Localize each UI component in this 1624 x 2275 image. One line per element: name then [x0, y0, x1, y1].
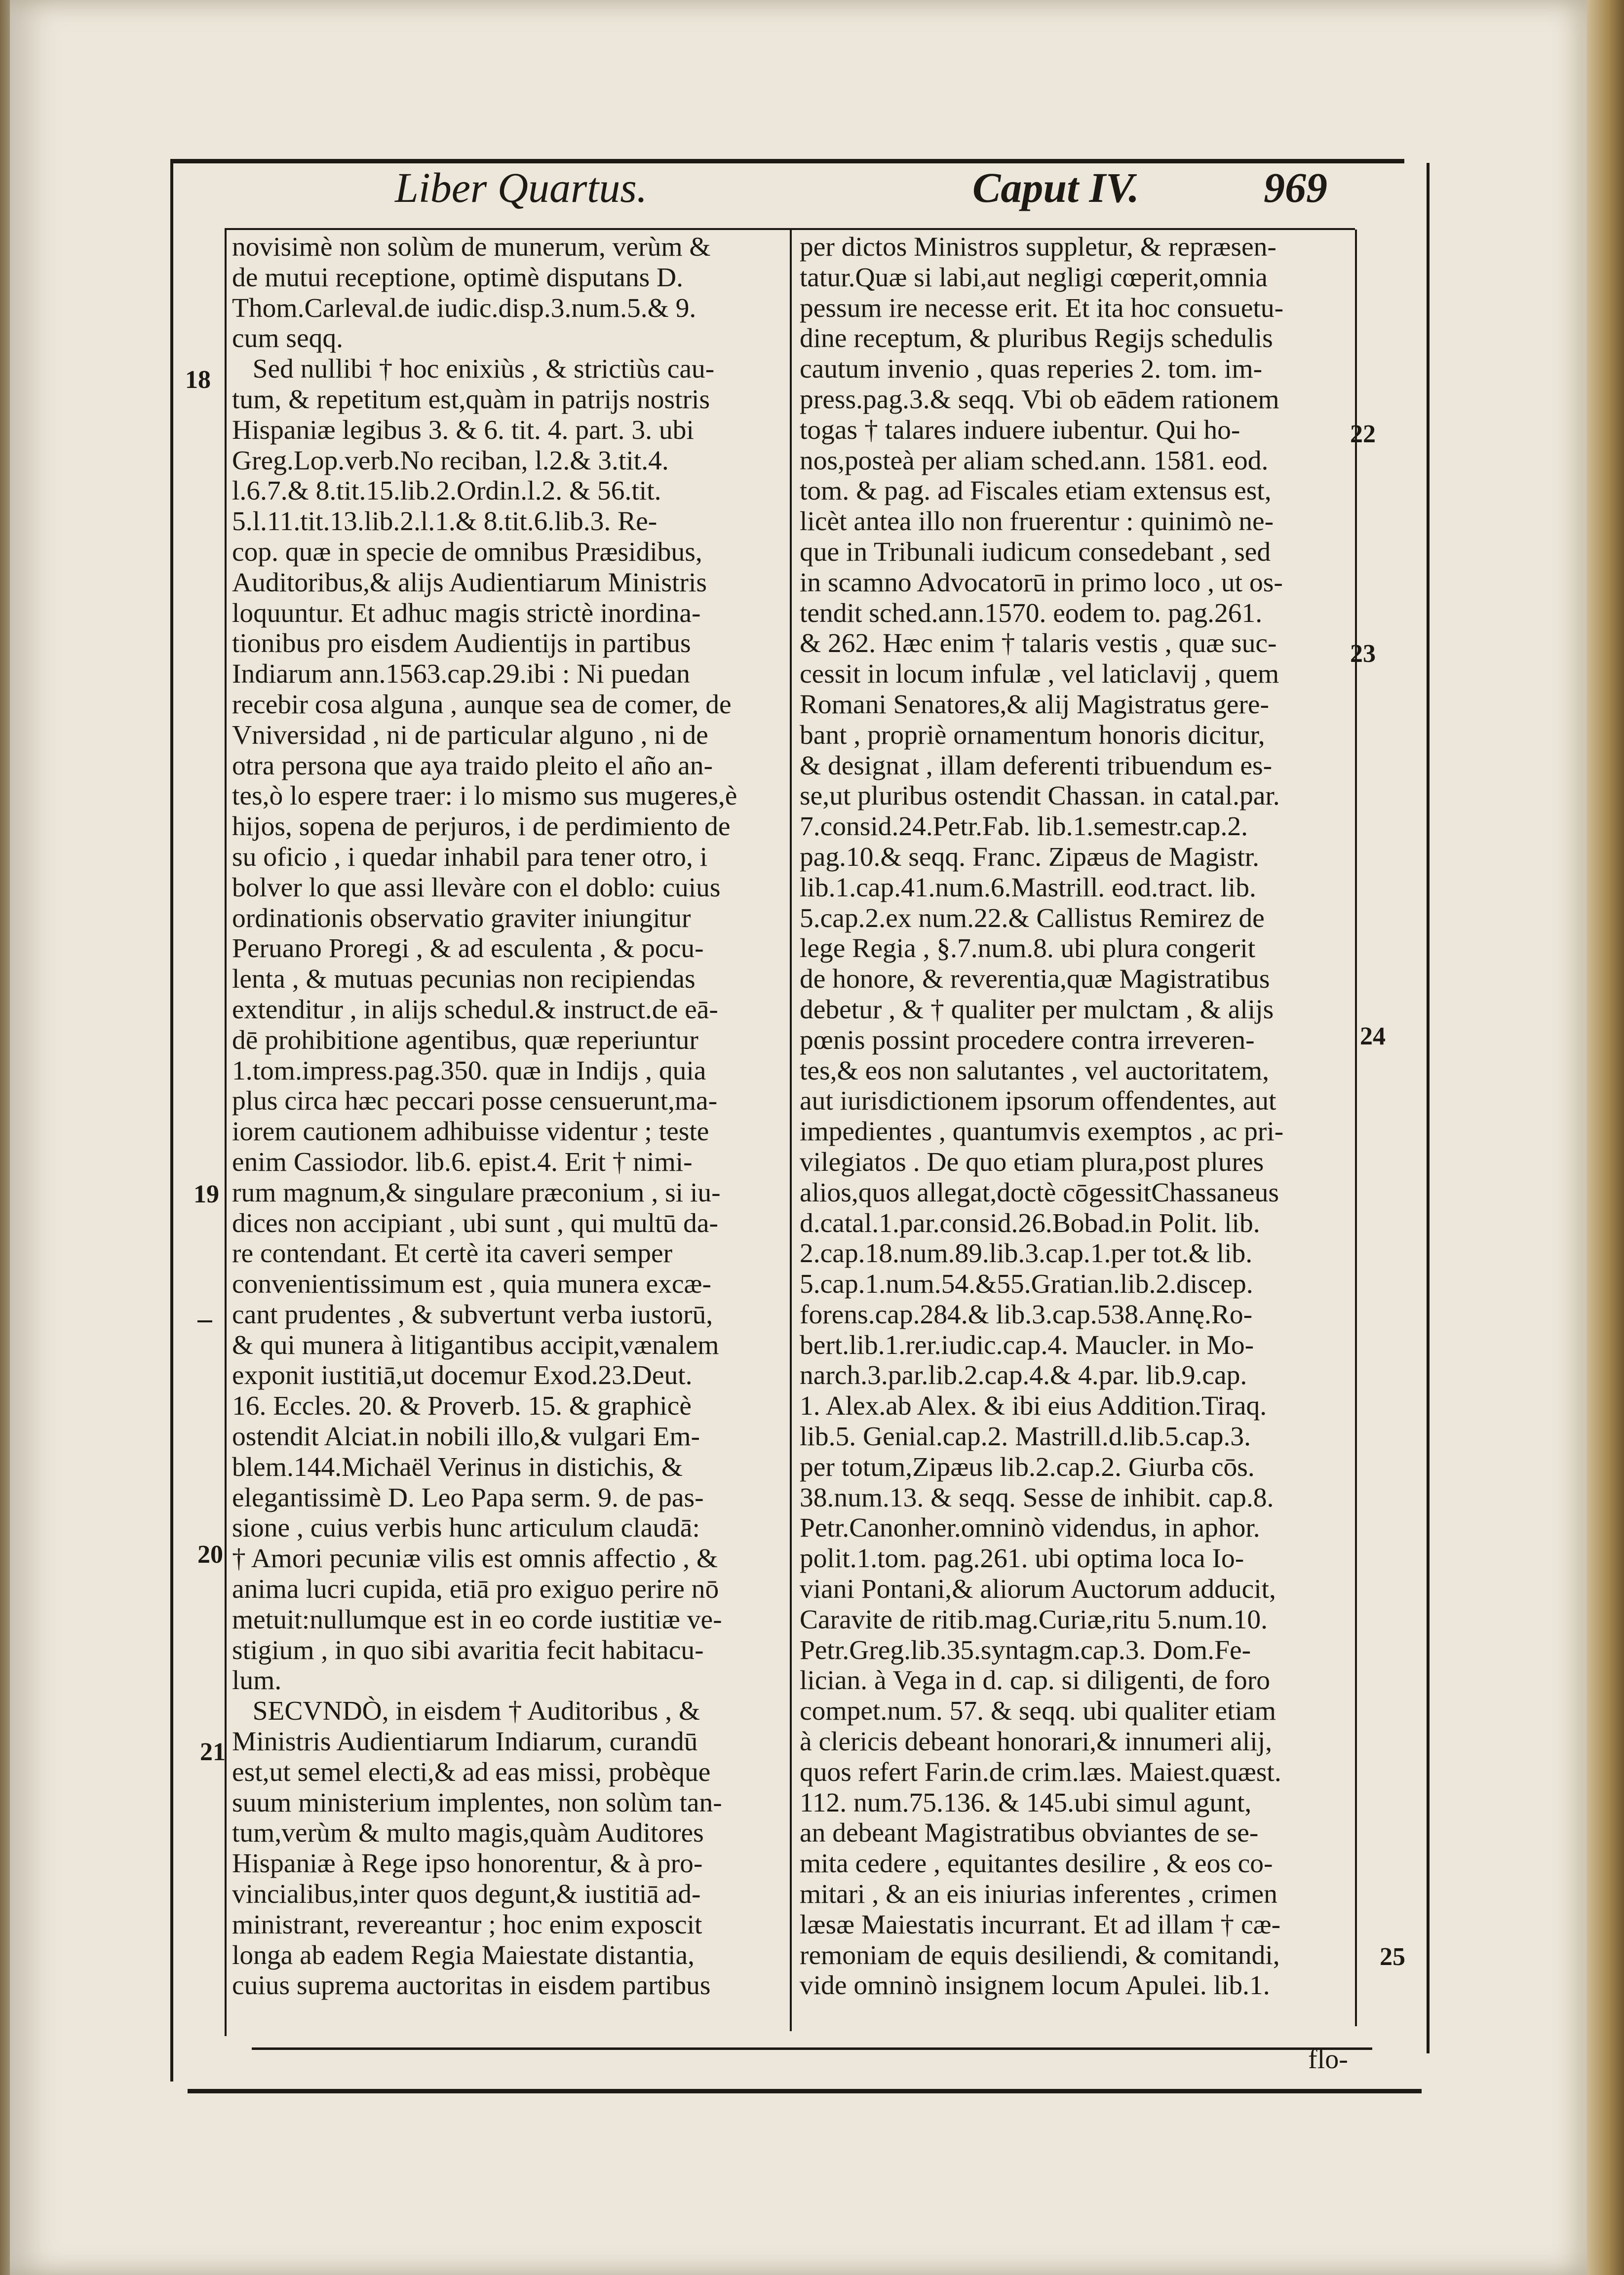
text-line: re contendant. Et certè ita caveri semper	[232, 1238, 673, 1269]
text-line: metuit:nullumque est in eo corde iustitiæ ve-	[232, 1604, 722, 1635]
text-line: 1. Alex.ab Alex. & ibi eius Addition.Tiraq.	[800, 1391, 1267, 1422]
text-line: narch.3.par.lib.2.cap.4.& 4.par. lib.9.cap.	[800, 1360, 1247, 1391]
frame-bottom-rule	[188, 2089, 1422, 2093]
text-line: nos,posteà per aliam sched.ann. 1581. eod.	[800, 445, 1269, 476]
text-line: vide omninò insignem locum Apulei. lib.1.	[800, 1970, 1270, 2001]
text-line: otra persona que aya traido pleito el año an-	[232, 750, 713, 781]
text-line: Greg.Lop.verb.No reciban, l.2.& 3.tit.4.	[232, 445, 669, 476]
text-line: anima lucri cupida, etiā pro exiguo perire nō	[232, 1574, 719, 1605]
text-line: tom. & pag. ad Fiscales etiam extensus est,	[800, 476, 1272, 506]
text-line: & qui munera à litigantibus accipit,vænalem	[232, 1330, 719, 1360]
text-line: tatur.Quæ si labi,aut negligi cœperit,omnia	[800, 262, 1268, 293]
text-line: 112. num.75.136. & 145.ubi simul agunt,	[800, 1787, 1252, 1818]
text-line: Hispaniæ à Rege ipso honorentur, & à pro-	[232, 1849, 703, 1879]
text-line: dine receptum, & pluribus Regijs schedulis	[800, 323, 1273, 354]
text-line: ostendit Alciat.in nobili illo,& vulgari Em-	[232, 1422, 700, 1452]
text-line: dices non accipiant , ubi sunt , qui multū da-	[232, 1208, 718, 1238]
text-line: per dictos Ministros suppletur, & repræsen-	[800, 232, 1276, 262]
text-line: ministrant, revereantur ; hoc enim exposcit	[232, 1909, 702, 1940]
text-line: Petr.Canonher.omninò videndus, in aphor.	[800, 1513, 1260, 1543]
margin-number: 24	[1360, 1022, 1386, 1050]
text-line: 38.num.13. & seqq. Sesse de inhibit. cap.8.	[800, 1482, 1274, 1513]
text-line: suum ministerium implentes, non solùm tan-	[232, 1787, 722, 1818]
text-line: sione , cuius verbis hunc articulum claudā:	[232, 1513, 700, 1543]
running-head-book: Liber Quartus.	[395, 164, 648, 211]
frame-top-rule	[170, 159, 1404, 163]
margin-number: 25	[1380, 1943, 1405, 1971]
text-line: lege Regia , §.7.num.8. ubi plura congerit	[800, 933, 1256, 964]
text-line: 7.consid.24.Petr.Fab. lib.1.semestr.cap.2.	[800, 811, 1248, 842]
text-line: in scamno Advocatorū in primo loco , ut os-	[800, 567, 1283, 598]
text-line: compet.num. 57. & seqq. ubi qualiter etiam	[800, 1696, 1276, 1727]
text-line: de mutui receptione, optimè disputans D.	[232, 262, 684, 293]
text-line: læsæ Maiestatis incurrant. Et ad illam † cæ-	[800, 1909, 1281, 1940]
text-line: lician. à Vega in d. cap. si diligenti, de foro	[800, 1665, 1271, 1696]
text-line: pag.10.& seqq. Franc. Zipæus de Magistr.	[800, 842, 1260, 872]
text-line: Thom.Carleval.de iudic.disp.3.num.5.& 9.	[232, 293, 696, 323]
text-line: 5.cap.1.num.54.&55.Gratian.lib.2.discep.	[800, 1269, 1253, 1300]
text-line: pessum ire necesse erit. Et ita hoc consuetu-	[800, 293, 1284, 323]
text-line: loquuntur. Et adhuc magis strictè inordina-	[232, 598, 701, 628]
text-line: † Amori pecuniæ vilis est omnis affectio , &	[232, 1543, 718, 1574]
margin-number: 23	[1350, 640, 1376, 668]
text-line: vilegiatos . De quo etiam plura,post plures	[800, 1147, 1264, 1177]
text-line: tes,ò lo espere traer: i lo mismo sus mugeres,è	[232, 781, 737, 811]
text-line: Auditoribus,& alijs Audientiarum Ministris	[232, 567, 707, 598]
text-line: & designat , illam deferenti tribuendum es-	[800, 750, 1273, 781]
text-line: cautum invenio , quas reperies 2. tom. im-	[800, 354, 1263, 385]
text-line: bert.lib.1.rer.iudic.cap.4. Maucler. in Mo-	[800, 1330, 1254, 1360]
text-line: enim Cassiodor. lib.6. epist.4. Erit † nimi-	[232, 1147, 693, 1177]
text-line: Peruano Proregi , & ad esculenta , & pocu-	[232, 933, 704, 964]
running-head-chapter: Caput IV.	[972, 164, 1139, 211]
text-line: alios,quos allegat,doctè cōgessitChassaneus	[800, 1177, 1279, 1208]
text-line: per totum,Zipæus lib.2.cap.2. Giurba cōs.	[800, 1452, 1255, 1482]
left-text-column	[232, 232, 787, 2001]
text-line: vincialibus,inter quos degunt,& iustitiā ad-	[232, 1879, 701, 1910]
text-line: cop. quæ in specie de omnibus Præsidibus,	[232, 537, 702, 567]
frame-left-rule	[170, 159, 173, 2082]
text-line: que in Tribunali iudicum consedebant , sed	[800, 537, 1271, 567]
text-line: cuius suprema auctoritas in eisdem partibus	[232, 1970, 711, 2001]
text-line: forens.cap.284.& lib.3.cap.538.Annę.Ro-	[800, 1299, 1253, 1330]
text-line: est,ut semel electi,& ad eas missi, probèque	[232, 1757, 711, 1787]
text-line: lum.	[232, 1665, 282, 1696]
text-line: polit.1.tom. pag.261. ubi optima loca Io-	[800, 1543, 1244, 1574]
text-line: viani Pontani,& aliorum Auctorum adducit,	[800, 1574, 1276, 1605]
text-line: quos refert Farin.de crim.læs. Maiest.quæst.	[800, 1757, 1281, 1787]
catchword: flo-	[1308, 2044, 1348, 2075]
text-line: iorem cautionem adhibuisse videntur ; teste	[232, 1117, 709, 1147]
text-line: Indiarum ann.1563.cap.29.ibi : Ni puedan	[232, 659, 690, 690]
text-line: ordinationis observatio graviter iniungitur	[232, 903, 691, 933]
text-line: à clericis debeant honorari,& innumeri alij,	[800, 1727, 1273, 1757]
text-line: & 262. Hæc enim † talaris vestis , quæ suc-	[800, 628, 1277, 659]
text-line: recebir cosa alguna , aunque sea de comer, de	[232, 689, 732, 720]
text-line: 1.tom.impress.pag.350. quæ in Indijs , quia	[232, 1055, 706, 1086]
text-line: Vniversidad , ni de particular alguno , ni de	[232, 720, 708, 750]
margin-number: 19	[193, 1180, 219, 1208]
text-line: press.pag.3.& seqq. Vbi ob eādem rationem	[800, 384, 1279, 415]
text-line: bolver lo que assi llevàre con el doblo: cuius	[232, 872, 721, 903]
text-line: cessit in locum infulæ , vel laticlavij , quem	[800, 659, 1279, 690]
text-line: lenta , & mutuas pecunias non recipiendas	[232, 964, 696, 995]
text-line: Romani Senatores,& alij Magistratus gere-	[800, 689, 1269, 720]
text-line: dē prohibitione agentibus, quæ reperiuntur	[232, 1025, 698, 1055]
frame-right-rule	[1427, 163, 1430, 2053]
text-line: blem.144.Michaël Verinus in distichis, &	[232, 1452, 683, 1482]
text-line: exponit iustitiā,ut docemur Exod.23.Deut.	[232, 1360, 693, 1391]
margin-number: 21	[200, 1738, 226, 1766]
text-line: stigium , in quo sibi avaritia fecit habitacu-	[232, 1635, 704, 1665]
text-line: 5.l.11.tit.13.lib.2.l.1.& 8.tit.6.lib.3. Re-	[232, 506, 657, 537]
text-line: Caravite de ritib.mag.Curiæ,ritu 5.num.10.	[800, 1604, 1268, 1635]
text-line: novisimè non solùm de munerum, verùm &	[232, 232, 711, 262]
text-line: convenientissimum est , quia munera excæ-	[232, 1269, 712, 1300]
text-line: Hispaniæ legibus 3. & 6. tit. 4. part. 3. ubi	[232, 415, 694, 445]
text-line: su oficio , i quedar inhabil para tener otro, i	[232, 842, 708, 872]
text-line: d.catal.1.par.consid.26.Bobad.in Polit. lib.	[800, 1208, 1260, 1238]
margin-dash	[197, 1320, 212, 1322]
text-line: lib.1.cap.41.num.6.Mastrill. eod.tract. lib.	[800, 872, 1256, 903]
text-line: 5.cap.2.ex num.22.& Callistus Remirez de	[800, 903, 1265, 933]
text-line: tendit sched.ann.1570. eodem to. pag.261.	[800, 598, 1263, 628]
page-number: 969	[1264, 164, 1327, 211]
text-line: pœnis possint procedere contra irreveren-	[800, 1025, 1255, 1055]
text-line: tum,verùm & multo magis,quàm Auditores	[232, 1818, 704, 1849]
text-line: impedientes , quantumvis exemptos , ac pri-	[800, 1117, 1284, 1147]
margin-number: 18	[185, 366, 211, 394]
text-line: bant , propriè ornamentum honoris dicitur,	[800, 720, 1265, 750]
text-line: cum seqq.	[232, 323, 344, 354]
text-line: Ministris Audientiarum Indiarum, curandū	[232, 1727, 698, 1757]
text-line: debetur , & † qualiter per mulctam , & alijs	[800, 994, 1274, 1025]
text-line: an debeant Magistratibus obviantes de se-	[800, 1818, 1259, 1849]
text-line: Petr.Greg.lib.35.syntagm.cap.3. Dom.Fe-	[800, 1635, 1251, 1665]
text-line: lib.5. Genial.cap.2. Mastrill.d.lib.5.cap.3.	[800, 1422, 1251, 1452]
text-line: elegantissimè D. Leo Papa serm. 9. de pas-	[232, 1482, 704, 1513]
text-line: remoniam de equis desiliendi, & comitandi,	[800, 1940, 1280, 1970]
footer-rule	[252, 2047, 1372, 2050]
text-line: mitari , & an eis iniurias inferentes , crimen	[800, 1879, 1277, 1910]
text-line: se,ut pluribus ostendit Chassan. in catal.par.	[800, 781, 1280, 811]
text-line: 16. Eccles. 20. & Proverb. 15. & graphicè	[232, 1391, 692, 1422]
text-line: longa ab eadem Regia Maiestate distantia,	[232, 1940, 695, 1970]
text-line: 2.cap.18.num.89.lib.3.cap.1.per tot.& lib.	[800, 1238, 1253, 1269]
text-line: licèt antea illo non fruerentur : quinimò ne-	[800, 506, 1274, 537]
page-edges	[1587, 0, 1624, 2275]
text-line: tes,& eos non salutantes , vel auctoritatem,	[800, 1055, 1269, 1086]
margin-number: 20	[197, 1541, 223, 1569]
text-line: tum, & repetitum est,quàm in patrijs nostris	[232, 384, 710, 415]
margin-number: 22	[1350, 420, 1376, 448]
text-line: l.6.7.& 8.tit.15.lib.2.Ordin.l.2. & 56.tit.	[232, 476, 661, 506]
text-line: mita cedere , equitantes desilire , & eos co-	[800, 1849, 1273, 1879]
text-line: extenditur , in alijs schedul.& instruct.de eā-	[232, 994, 718, 1025]
text-line: hijos, sopena de perjuros, i de perdimiento de	[232, 811, 731, 842]
text-line: de honore, & reverentia,quæ Magistratibus	[800, 964, 1270, 995]
column-divider	[790, 230, 792, 2031]
text-line: Sed nullibi † hoc enixiùs , & strictiùs cau-	[232, 354, 715, 385]
inner-right-rule	[1355, 230, 1357, 2026]
text-line: togas † talares induere iubentur. Qui ho-	[800, 415, 1240, 445]
text-line: SECVNDÒ, in eisdem † Auditoribus , &	[232, 1696, 700, 1727]
text-line: plus circa hæc peccari posse censuerunt,ma-	[232, 1086, 718, 1117]
text-line: tionibus pro eisdem Audientijs in partibus	[232, 628, 691, 659]
text-line: cant prudentes , & subvertunt verba iustorū,	[232, 1299, 713, 1330]
right-text-column	[800, 232, 1353, 2001]
text-line: rum magnum,& singulare præconium , si iu-	[232, 1177, 721, 1208]
text-line: aut iurisdictionem ipsorum offendentes, aut	[800, 1086, 1276, 1117]
